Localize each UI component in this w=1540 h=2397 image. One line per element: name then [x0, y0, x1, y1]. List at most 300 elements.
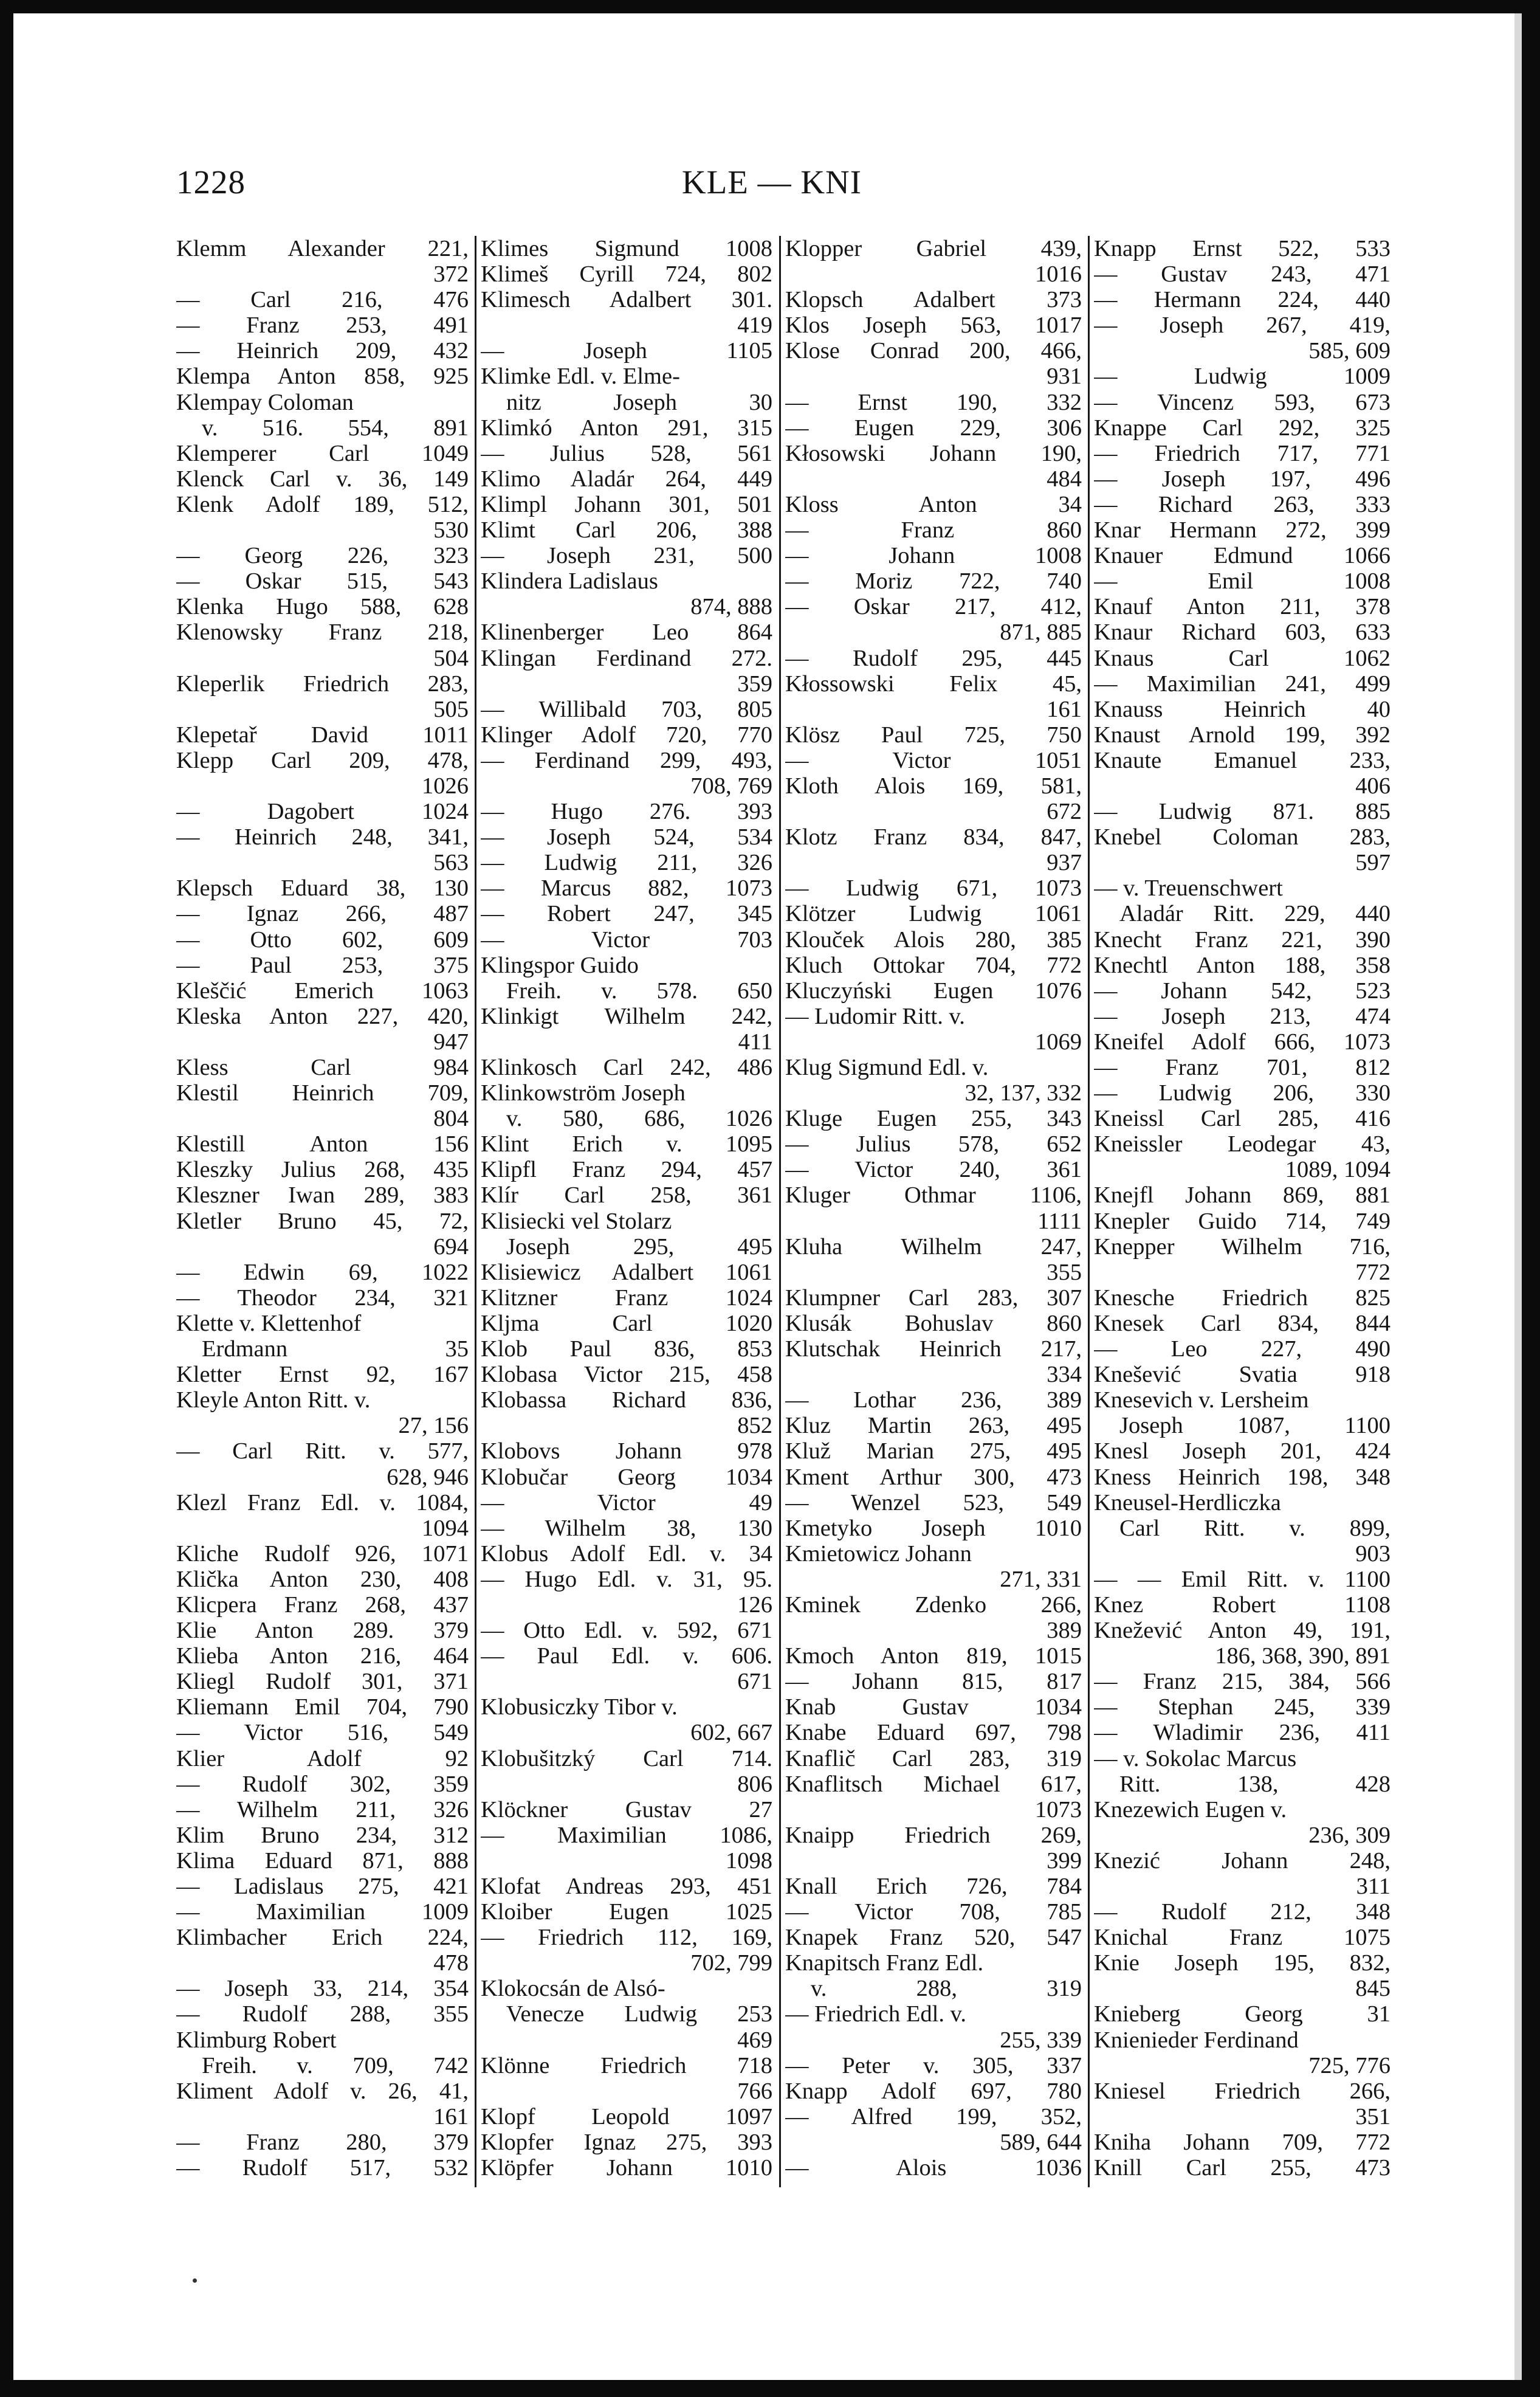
index-entry-continuation: 399	[1047, 1847, 1082, 1874]
index-entry: Klima Eduard 871, 888	[176, 1847, 469, 1874]
index-entry: — Gustav 243, 471	[1094, 261, 1390, 288]
index-entry: — Friedrich 112, 169,	[481, 1925, 772, 1951]
index-entry: Klobusiczky Tibor v.	[481, 1694, 678, 1720]
index-entry: Klír Carl 258, 361	[481, 1182, 772, 1209]
index-entry: — Wilhelm 38, 130	[481, 1515, 772, 1541]
index-entry: — Victor 49	[481, 1489, 772, 1516]
index-entry: Knapp Adolf 697, 780	[785, 2078, 1082, 2104]
index-entry: — Theodor 234, 321	[176, 1285, 469, 1311]
index-entry-continuation: 708, 769	[690, 773, 772, 799]
index-entry: Klinkowström Joseph	[481, 1080, 686, 1106]
index-entry: v. 580, 686, 1026	[506, 1106, 772, 1132]
index-entry-continuation: 903	[1355, 1540, 1390, 1567]
index-entry: — Emil 1008	[1094, 568, 1390, 595]
index-entry-continuation: 1026	[422, 773, 469, 799]
index-entry: — Hugo Edl. v. 31, 95.	[481, 1566, 772, 1592]
index-entry: Knebel Coloman 283,	[1094, 824, 1390, 850]
index-entry: Klöckner Gustav 27	[481, 1796, 772, 1823]
scan-speck	[193, 2278, 197, 2283]
index-entry-continuation: 161	[433, 2103, 469, 2130]
index-entry: Kluz Martin 263, 495	[785, 1413, 1082, 1439]
index-entry: Klinkigt Wilhelm 242,	[481, 1003, 772, 1029]
index-entry: Klokocsán de Alsó-	[481, 1976, 665, 2002]
index-entry: Kluha Wilhelm 247,	[785, 1233, 1082, 1260]
index-entry: — Vincenz 593, 673	[1094, 389, 1390, 415]
index-entry: Knaflič Carl 283, 319	[785, 1745, 1082, 1771]
index-entry: v. 288, 319	[811, 1976, 1082, 2002]
index-entry: Knecht Franz 221, 390	[1094, 926, 1390, 953]
index-column-1	[176, 236, 469, 2187]
index-entry-continuation: 671	[737, 1669, 772, 1695]
index-entry: Klint Erich v. 1095	[481, 1131, 772, 1157]
index-entry: — Rudolf 212, 348	[1094, 1899, 1390, 1925]
index-entry: — Maximilian 1009	[176, 1899, 469, 1925]
index-entry: Klutschak Heinrich 217,	[785, 1336, 1082, 1362]
index-entry: Knezewich Eugen v.	[1094, 1796, 1287, 1823]
index-entry: Carl Ritt. v. 899,	[1119, 1515, 1390, 1541]
index-entry: Knešević Svatia 918	[1094, 1362, 1390, 1388]
index-entry: Klötzer Ludwig 1061	[785, 901, 1082, 927]
index-entry: — Joseph 231, 500	[481, 543, 772, 569]
index-entry: — Robert 247, 345	[481, 901, 772, 927]
index-entry: — Franz 253, 491	[176, 312, 469, 339]
index-entry-continuation: 563	[433, 850, 469, 876]
index-entry: Knejfl Johann 869, 881	[1094, 1182, 1390, 1209]
index-entry: Klisiecki vel Stolarz	[481, 1208, 672, 1234]
index-entry-continuation: 1089, 1094	[1285, 1157, 1390, 1183]
index-entry-continuation: 530	[433, 517, 469, 543]
index-entry: — Paul 253, 375	[176, 952, 469, 978]
index-entry: — Joseph 213, 474	[1094, 1003, 1390, 1029]
index-entry: — Maximilian 1086,	[481, 1822, 772, 1848]
index-entry: Kljma Carl 1020	[481, 1310, 772, 1336]
index-entry: Klenck Carl v. 36, 149	[176, 466, 469, 492]
index-entry-continuation: 852	[737, 1413, 772, 1439]
index-entry: Klinkosch Carl 242, 486	[481, 1055, 772, 1080]
index-entry: Klouček Alois 280, 385	[785, 926, 1082, 953]
index-entry: Joseph 295, 495	[506, 1233, 772, 1260]
index-entry: Klusák Bohuslav 860	[785, 1310, 1082, 1336]
index-entry: Knapp Ernst 522, 533	[1094, 236, 1390, 261]
index-entry-continuation: 359	[737, 671, 772, 697]
index-entry: — Alfred 199, 352,	[785, 2103, 1082, 2130]
index-entry: — Ludwig 671, 1073	[785, 875, 1082, 902]
index-entry-continuation: 389	[1047, 1618, 1082, 1644]
index-entry: — Johann 1008	[785, 543, 1082, 569]
index-entry-continuation: 931	[1047, 364, 1082, 390]
index-column-4	[1094, 236, 1390, 2187]
index-entry: — Rudolf 288, 355	[176, 2001, 469, 2027]
index-entry-continuation: 772	[1355, 1259, 1390, 1285]
index-entry: Klinger Adolf 720, 770	[481, 722, 772, 748]
index-entry-continuation: 372	[433, 261, 469, 288]
index-entry: Klumpner Carl 283, 307	[785, 1285, 1082, 1311]
index-entry: — Ludwig 206, 330	[1094, 1080, 1390, 1106]
index-entry: — Victor 516, 549	[176, 1720, 469, 1746]
index-entry: — Peter v. 305, 337	[785, 2052, 1082, 2078]
index-entry: Knienieder Ferdinand	[1094, 2027, 1299, 2053]
index-entry: — Joseph 197, 496	[1094, 466, 1390, 492]
index-entry: Knesche Friedrich 825	[1094, 1285, 1390, 1311]
index-entry-continuation: 806	[737, 1771, 772, 1797]
index-entry: Kloth Alois 169, 581,	[785, 773, 1082, 799]
index-entry: Klenka Hugo 588, 628	[176, 594, 469, 620]
index-entry-continuation: 602, 667	[690, 1720, 772, 1746]
index-entry: Knaust Arnold 199, 392	[1094, 722, 1390, 748]
index-entry: — Franz 701, 812	[1094, 1055, 1390, 1080]
index-entry-continuation: 1069	[1035, 1029, 1082, 1055]
index-entry: — Georg 226, 323	[176, 543, 469, 569]
index-entry: Klenowsky Franz 218,	[176, 619, 469, 646]
index-entry: Klimt Carl 206, 388	[481, 517, 772, 543]
index-entry: Kniesel Friedrich 266,	[1094, 2078, 1390, 2104]
index-entry: Klindera Ladislaus	[481, 568, 658, 595]
index-entry: Knaflitsch Michael 617,	[785, 1771, 1082, 1797]
index-entry-continuation: 32, 137, 332	[964, 1080, 1082, 1106]
index-entry: — Marcus 882, 1073	[481, 875, 772, 902]
index-entry-continuation: 702, 799	[690, 1950, 772, 1976]
index-entry-continuation: 947	[433, 1029, 469, 1055]
column-rule	[779, 236, 781, 2187]
column-rule	[475, 236, 476, 2187]
index-entry: Kletler Bruno 45, 72,	[176, 1208, 469, 1234]
index-entry: Knesl Joseph 201, 424	[1094, 1438, 1390, 1464]
index-entry: Knapitsch Franz Edl.	[785, 1950, 984, 1976]
index-entry-continuation: 589, 644	[1000, 2129, 1082, 2155]
index-entry-continuation: 419	[737, 312, 772, 339]
index-entry: Klie Anton 289. 379	[176, 1618, 469, 1644]
index-entry-continuation: 845	[1355, 1976, 1390, 2002]
index-entry: — Otto 602, 609	[176, 926, 469, 953]
index-entry: Klimpl Johann 301, 501	[481, 491, 772, 517]
index-entry: — Hugo 276. 393	[481, 799, 772, 825]
index-entry-continuation: 597	[1355, 850, 1390, 876]
index-entry: Kleyle Anton Ritt. v.	[176, 1387, 371, 1413]
index-entry: Klemm Alexander 221,	[176, 236, 469, 261]
index-entry-continuation: 672	[1047, 799, 1082, 825]
index-entry: Kleska Anton 227, 420,	[176, 1003, 469, 1029]
index-entry: — Rudolf 302, 359	[176, 1771, 469, 1797]
index-entry: Kminek Zdenko 266,	[785, 1592, 1082, 1618]
index-entry-continuation: 874, 888	[690, 594, 772, 620]
index-entry: Klinenberger Leo 864	[481, 619, 772, 646]
index-entry: — Ernst 190, 332	[785, 389, 1082, 415]
index-entry: — Wilhelm 211, 326	[176, 1796, 469, 1823]
index-entry: — v. Treuenschwert	[1094, 875, 1283, 902]
index-entry: Knaute Emanuel 233,	[1094, 747, 1390, 773]
index-entry-continuation: 478	[433, 1950, 469, 1976]
index-entry: — Friedrich Edl. v.	[785, 2001, 966, 2027]
index-entry: Klöpfer Johann 1010	[481, 2155, 772, 2181]
index-entry: Klingspor Guido	[481, 952, 639, 978]
index-entry: Kleszner Iwan 289, 383	[176, 1182, 469, 1209]
index-entry: Klos Joseph 563, 1017	[785, 312, 1082, 339]
index-entry: Klier Adolf 92	[176, 1745, 469, 1771]
index-entry: Knesevich v. Lersheim	[1094, 1387, 1309, 1413]
index-entry: Kment Arthur 300, 473	[785, 1464, 1082, 1490]
index-entry: Kluž Marian 275, 495	[785, 1438, 1082, 1464]
index-entry: — Franz 860	[785, 517, 1082, 543]
index-entry: Kliche Rudolf 926, 1071	[176, 1540, 469, 1567]
index-entry: — Rudolf 295, 445	[785, 645, 1082, 671]
index-entry: Klette v. Klettenhof	[176, 1310, 362, 1336]
index-entry: — Franz 215, 384, 566	[1094, 1669, 1390, 1695]
index-entry: Kleperlik Friedrich 283,	[176, 671, 469, 697]
index-entry: — Dagobert 1024	[176, 799, 469, 825]
index-entry: — Joseph 267, 419,	[1094, 312, 1390, 339]
index-column-2	[481, 236, 772, 2187]
index-entry: Knar Hermann 272, 399	[1094, 517, 1390, 543]
scan-edge-shadow	[1514, 13, 1522, 2380]
index-entry: — Richard 263, 333	[1094, 491, 1390, 517]
index-entry: Ritt. 138, 428	[1119, 1771, 1390, 1797]
index-entry: Kneissler Leodegar 43,	[1094, 1131, 1390, 1157]
index-entry: Klobus Adolf Edl. v. 34	[481, 1540, 772, 1567]
index-entry: — Otto Edl. v. 592, 671	[481, 1618, 772, 1644]
index-entry: Kness Heinrich 198, 348	[1094, 1464, 1390, 1490]
index-entry-continuation: 585, 609	[1308, 338, 1390, 364]
index-entry: Kloss Anton 34	[785, 491, 1082, 517]
index-entry: — Alois 1036	[785, 2155, 1082, 2181]
page-number: 1228	[176, 164, 246, 201]
index-entry: Klobušitzký Carl 714.	[481, 1745, 772, 1771]
index-entry-continuation: 126	[737, 1592, 772, 1618]
index-entry: Kless Carl 984	[176, 1055, 469, 1080]
index-entry: — Stephan 245, 339	[1094, 1694, 1390, 1720]
index-entry: Klösz Paul 725, 750	[785, 722, 1082, 748]
index-entry: Klopf Leopold 1097	[481, 2103, 772, 2130]
index-entry: Kneusel-Herdliczka	[1094, 1489, 1281, 1516]
index-entry: Erdmann 35	[202, 1336, 469, 1362]
index-entry: — Moriz 722, 740	[785, 568, 1082, 595]
index-entry: Kleszky Julius 268, 435	[176, 1157, 469, 1183]
index-entry: Kluger Othmar 1106,	[785, 1182, 1082, 1209]
index-entry: — Edwin 69, 1022	[176, 1259, 469, 1285]
index-entry: — — Emil Ritt. v. 1100	[1094, 1566, 1390, 1592]
index-entry-continuation: 469	[737, 2027, 772, 2053]
index-entry: — Heinrich 248, 341,	[176, 824, 469, 850]
index-entry: Kneissl Carl 285, 416	[1094, 1106, 1390, 1132]
index-entry: Knappe Carl 292, 325	[1094, 415, 1390, 441]
index-entry: — Ludomir Ritt. v.	[785, 1003, 965, 1029]
index-entry: Knaus Carl 1062	[1094, 645, 1390, 671]
index-entry: Kloiber Eugen 1025	[481, 1899, 772, 1925]
index-entry: — Julius 578, 652	[785, 1131, 1082, 1157]
index-entry: Klempa Anton 858, 925	[176, 364, 469, 390]
index-entry: Knill Carl 255, 473	[1094, 2155, 1390, 2181]
index-entry-continuation: 311	[1356, 1874, 1390, 1899]
index-entry: — Eugen 229, 306	[785, 415, 1082, 441]
index-entry: Klepetař David 1011	[176, 722, 469, 748]
page-header	[176, 163, 1367, 212]
running-head: KLE — KNI	[681, 164, 862, 201]
index-entry: Klopfer Ignaz 275, 393	[481, 2129, 772, 2155]
index-entry: Klingan Ferdinand 272.	[481, 645, 772, 671]
index-entry: Knesek Carl 834, 844	[1094, 1310, 1390, 1336]
index-entry: — Wenzel 523, 549	[785, 1489, 1082, 1516]
index-entry: Kneifel Adolf 666, 1073	[1094, 1029, 1390, 1055]
index-entry: Klestill Anton 156	[176, 1131, 469, 1157]
index-entry: Knauf Anton 211, 378	[1094, 594, 1390, 620]
index-entry: Klimes Sigmund 1008	[481, 236, 772, 261]
index-entry: Klim Bruno 234, 312	[176, 1822, 469, 1848]
index-entry: Klepsch Eduard 38, 130	[176, 875, 469, 902]
index-entry-continuation: 505	[433, 696, 469, 722]
index-entry: — Victor 703	[481, 926, 772, 953]
index-entry: Klisiewicz Adalbert 1061	[481, 1259, 772, 1285]
index-entry: Kluge Eugen 255, 343	[785, 1106, 1082, 1132]
index-entry: Klopper Gabriel 439,	[785, 236, 1082, 261]
index-entry-continuation: 871, 885	[1000, 619, 1082, 646]
index-entry: Klepp Carl 209, 478,	[176, 747, 469, 773]
index-entry: Aladár Ritt. 229, 440	[1119, 901, 1390, 927]
index-entry: Kluch Ottokar 704, 772	[785, 952, 1082, 978]
index-entry: Kliment Adolf v. 26, 41,	[176, 2078, 469, 2104]
index-entry: Klička Anton 230, 408	[176, 1566, 469, 1592]
index-entry: Klimburg Robert	[176, 2027, 337, 2053]
index-entry-continuation: 1094	[422, 1515, 469, 1541]
index-entry: Klezl Franz Edl. v. 1084,	[176, 1489, 469, 1516]
index-entry: — Wladimir 236, 411	[1094, 1720, 1390, 1746]
index-entry: Knaur Richard 603, 633	[1094, 619, 1390, 646]
index-entry: — Carl Ritt. v. 577,	[176, 1438, 469, 1464]
index-entry: Knauss Heinrich 40	[1094, 696, 1390, 722]
index-entry: — Willibald 703, 805	[481, 696, 772, 722]
index-entry: — Oskar 217, 412,	[785, 594, 1082, 620]
index-entry: Klestil Heinrich 709,	[176, 1080, 469, 1106]
index-entry: Knezić Johann 248,	[1094, 1847, 1390, 1874]
index-entry-continuation: 1111	[1037, 1208, 1082, 1234]
index-entry: Knepper Wilhelm 716,	[1094, 1233, 1390, 1260]
index-entry: v. 516. 554, 891	[202, 415, 469, 441]
index-entry: Kleščić Emerich 1063	[176, 978, 469, 1004]
index-entry: Klobassa Richard 836,	[481, 1387, 772, 1413]
index-entry: Freih. v. 578. 650	[506, 978, 772, 1004]
index-entry-continuation: 351	[1355, 2103, 1390, 2130]
index-entry: Klobasa Victor 215, 458	[481, 1362, 772, 1388]
index-entry: Joseph 1087, 1100	[1119, 1413, 1390, 1439]
index-entry: — Paul Edl. v. 606.	[481, 1643, 772, 1669]
index-column-3	[785, 236, 1082, 2187]
index-entry: — Johann 542, 523	[1094, 978, 1390, 1004]
index-entry-continuation: 27, 156	[398, 1413, 469, 1439]
index-entry-continuation: 186, 368, 390, 891	[1215, 1643, 1390, 1669]
index-entry: — Maximilian 241, 499	[1094, 671, 1390, 697]
index-entry: Klofat Andreas 293, 451	[481, 1874, 772, 1899]
index-entry-continuation: 725, 776	[1308, 2052, 1390, 2078]
index-entry-continuation: 161	[1047, 696, 1082, 722]
index-entry: Klobovs Johann 978	[481, 1438, 772, 1464]
index-entry: Klipfl Franz 294, 457	[481, 1157, 772, 1183]
index-entry: Klotz Franz 834, 847,	[785, 824, 1082, 850]
index-entry: Knaipp Friedrich 269,	[785, 1822, 1082, 1848]
index-entry: — Victor 1051	[785, 747, 1082, 773]
index-entry: — Victor 708, 785	[785, 1899, 1082, 1925]
index-entry-continuation: 406	[1355, 773, 1390, 799]
index-entry: Klose Conrad 200, 466,	[785, 338, 1082, 364]
index-entry: — Julius 528, 561	[481, 440, 772, 466]
index-entry: Knechtl Anton 188, 358	[1094, 952, 1390, 978]
index-entry: Klimkó Anton 291, 315	[481, 415, 772, 441]
index-entry-continuation: 628, 946	[387, 1464, 469, 1490]
index-entry: Knežević Anton 49, 191,	[1094, 1618, 1390, 1644]
index-entry: Kłossowski Felix 45,	[785, 671, 1082, 697]
index-entry: Kliegl Rudolf 301, 371	[176, 1669, 469, 1695]
index-entry: Klob Paul 836, 853	[481, 1336, 772, 1362]
index-entry: Klicpera Franz 268, 437	[176, 1592, 469, 1618]
index-entry: Klimo Aladár 264, 449	[481, 466, 772, 492]
index-entry-continuation: 236, 309	[1308, 1822, 1390, 1848]
index-entry: Knauer Edmund 1066	[1094, 543, 1390, 569]
index-entry: Klönne Friedrich 718	[481, 2052, 772, 2078]
index-entry: Klempay Coloman	[176, 389, 354, 415]
index-entry: Klemperer Carl 1049	[176, 440, 469, 466]
index-entry: Knez Robert 1108	[1094, 1592, 1390, 1618]
index-entry-continuation: 504	[433, 645, 469, 671]
index-entry: — v. Sokolac Marcus	[1094, 1745, 1297, 1771]
index-entry-continuation: 937	[1047, 850, 1082, 876]
index-entry: Kmietowicz Johann	[785, 1540, 972, 1567]
index-entry: — Joseph 524, 534	[481, 824, 772, 850]
index-entry-continuation: 694	[433, 1233, 469, 1260]
index-entry: — Johann 815, 817	[785, 1669, 1082, 1695]
index-entry-continuation: 271, 331	[1000, 1566, 1082, 1592]
index-entry: — Franz 280, 379	[176, 2129, 469, 2155]
index-entry: Knie Joseph 195, 832,	[1094, 1950, 1390, 1976]
index-entry: Kłosowski Johann 190,	[785, 440, 1082, 466]
index-entry: Klopsch Adalbert 373	[785, 287, 1082, 313]
index-entry: — Ludwig 211, 326	[481, 850, 772, 876]
index-entry: — Joseph 33, 214, 354	[176, 1976, 469, 2002]
index-entry: Kliemann Emil 704, 790	[176, 1694, 469, 1720]
index-entry: — Heinrich 209, 432	[176, 338, 469, 364]
index-entry: — Hermann 224, 440	[1094, 287, 1390, 313]
index-entry: — Ladislaus 275, 421	[176, 1874, 469, 1899]
index-entry: Freih. v. 709, 742	[202, 2052, 469, 2078]
index-entry: — Ignaz 266, 487	[176, 901, 469, 927]
index-entry: — Carl 216, 476	[176, 287, 469, 313]
index-entry: Kniha Johann 709, 772	[1094, 2129, 1390, 2155]
index-entry: — Rudolf 517, 532	[176, 2155, 469, 2181]
index-entry-continuation: 1016	[1035, 261, 1082, 288]
index-entry: — Victor 240, 361	[785, 1157, 1082, 1183]
index-entry: Klieba Anton 216, 464	[176, 1643, 469, 1669]
index-entry: Venecze Ludwig 253	[506, 2001, 772, 2027]
index-entry-continuation: 484	[1047, 466, 1082, 492]
index-entry: Klitzner Franz 1024	[481, 1285, 772, 1311]
index-entry: — Ludwig 1009	[1094, 364, 1390, 390]
index-entry: Kmetyko Joseph 1010	[785, 1515, 1082, 1541]
index-entry: — Joseph 1105	[481, 338, 772, 364]
index-entry: Klimesch Adalbert 301.	[481, 287, 772, 313]
index-entry: Knieberg Georg 31	[1094, 2001, 1390, 2027]
index-entry: Klimke Edl. v. Elme-	[481, 364, 680, 390]
index-entry: Knepler Guido 714, 749	[1094, 1208, 1390, 1234]
index-entry-continuation: 355	[1047, 1259, 1082, 1285]
index-entry-continuation: 334	[1047, 1362, 1082, 1388]
index-entry: nitz Joseph 30	[506, 389, 772, 415]
index-entry-continuation: 255, 339	[1000, 2027, 1082, 2053]
index-entry: Klug Sigmund Edl. v.	[785, 1055, 989, 1080]
index-entry-continuation: 804	[433, 1106, 469, 1132]
index-entry: — Lothar 236, 389	[785, 1387, 1082, 1413]
index-entry-continuation: 1073	[1035, 1796, 1082, 1823]
index-entry: Kletter Ernst 92, 167	[176, 1362, 469, 1388]
index-entry: Knichal Franz 1075	[1094, 1925, 1390, 1951]
index-entry: — Oskar 515, 543	[176, 568, 469, 595]
index-entry: Knab Gustav 1034	[785, 1694, 1082, 1720]
index-entry: Knabe Eduard 697, 798	[785, 1720, 1082, 1746]
